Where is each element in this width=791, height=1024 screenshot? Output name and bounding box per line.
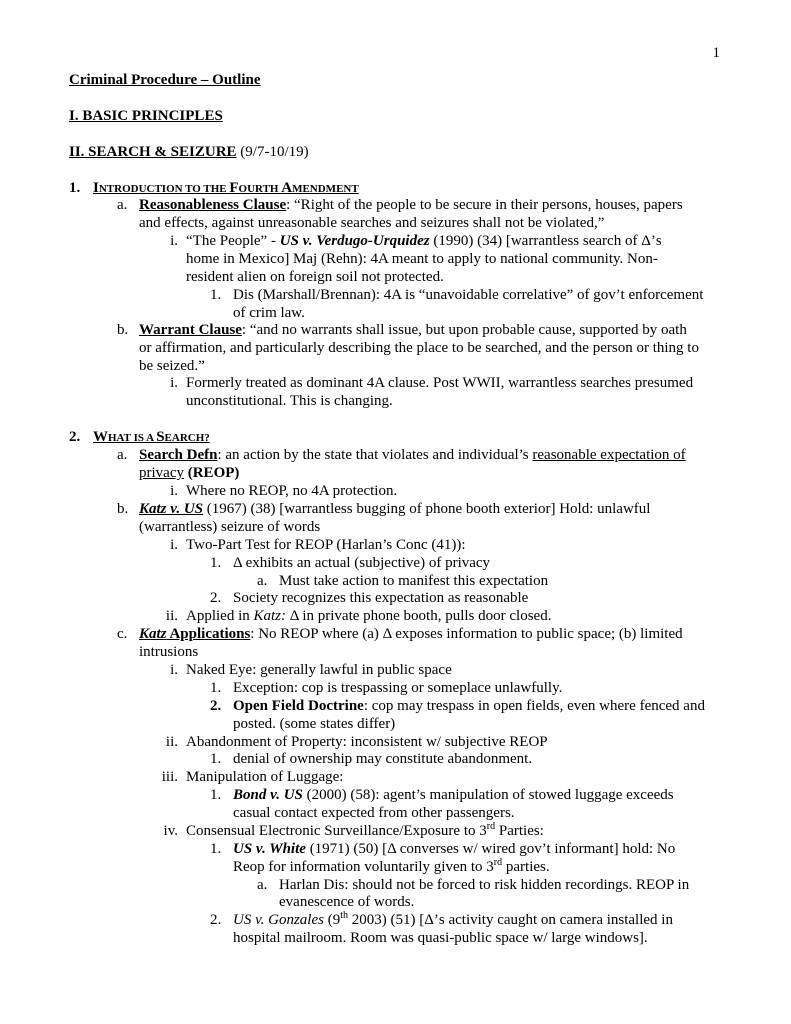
outline-item-luggage: Manipulation of Luggage:: [186, 769, 344, 785]
outline-item-bond: Bond v. US (2000) (58): agent’s manipulation of stowed luggage exceeds: [233, 787, 674, 803]
outline-marker: i.: [170, 233, 178, 249]
outline-item-reasonableness-clause: Reasonableness Clause: “Right of the people to be secure in their persons, houses, papers: [139, 197, 683, 213]
section-heading-2: 2. WHAT IS A SEARCH?: [69, 429, 210, 445]
outline-marker: i.: [170, 662, 178, 678]
outline-marker: 1.: [210, 841, 222, 857]
outline-item-naked-eye: Naked Eye: generally lawful in public space: [186, 662, 452, 678]
outline-item-text: and effects, against unreasonable searches and seizures shall not be violated,”: [139, 215, 605, 231]
outline-marker: iv.: [163, 823, 178, 839]
part-heading-search-seizure: II. SEARCH & SEIZURE (9/7-10/19): [69, 144, 309, 160]
outline-item-no-reop: Where no REOP, no 4A protection.: [186, 483, 398, 499]
outline-item-formerly-treated: Formerly treated as dominant 4A clause. Post WWII, warrantless searches presumed: [186, 375, 694, 391]
outline-item-text: unconstitutional. This is changing.: [186, 393, 393, 409]
outline-marker: 1.: [210, 751, 222, 767]
part-heading-basic-principles: I. BASIC PRINCIPLES: [69, 108, 223, 124]
outline-item-text: casual contact expected from other passengers.: [233, 805, 515, 821]
outline-item-text: resident alien on foreign soil not protected.: [186, 269, 444, 285]
outline-item-exception: Exception: cop is trespassing or someplace unlawfully.: [233, 680, 563, 696]
outline-marker: c.: [117, 626, 128, 642]
outline-item-katz-applications: Katz Applications: No REOP where (a) Δ exposes information to public space; (b) limited: [139, 626, 683, 642]
outline-marker: 2.: [210, 590, 222, 606]
outline-marker: iii.: [161, 769, 178, 785]
outline-marker: 2.: [210, 912, 222, 928]
outline-marker: 1.: [210, 787, 222, 803]
section-heading-1: 1. INTRODUCTION TO THE FOURTH AMENDMENT: [69, 180, 359, 196]
outline-item-text: or affirmation, and particularly describing the place to be searched, and the person or thing to: [139, 340, 699, 356]
outline-marker: ii.: [165, 608, 178, 624]
outline-marker: i.: [170, 483, 178, 499]
outline-item-search-defn: Search Defn: an action by the state that violates and individual’s reasonable expectation of: [139, 447, 686, 463]
outline-item-open-field: Open Field Doctrine: cop may trespass in open fields, even where fenced and: [233, 698, 705, 714]
outline-item-text: hospital mailroom. Room was quasi-public space w/ large windows].: [233, 930, 648, 946]
outline-marker: 2.: [210, 698, 222, 714]
outline-marker: i.: [170, 537, 178, 553]
outline-item-society: Society recognizes this expectation as reasonable: [233, 590, 529, 606]
outline-item-katz: Katz v. US (1967) (38) [warrantless bugging of phone booth exterior] Hold: unlawful: [139, 501, 651, 517]
outline-item-consensual: Consensual Electronic Surveillance/Exposure to 3rd Parties:: [186, 821, 544, 839]
outline-marker: b.: [117, 322, 129, 338]
outline-item-text: home in Mexico] Maj (Rehn): 4A meant to apply to national community. Non-: [186, 251, 658, 267]
outline-item-gonzales: US v. Gonzales (9th 2003) (51) [Δ’s activity caught on camera installed in: [233, 910, 673, 928]
outline-item-harlan-dis: Harlan Dis: should not be forced to risk hidden recordings. REOP in: [279, 877, 690, 893]
outline-item-text: be seized.”: [139, 358, 205, 374]
outline-item-subjective: Δ exhibits an actual (subjective) of privacy: [233, 555, 491, 571]
outline-item-manifest: Must take action to manifest this expectation: [279, 573, 549, 589]
outline-marker: i.: [170, 375, 178, 391]
outline-marker: b.: [117, 501, 129, 517]
outline-item-two-part-test: Two-Part Test for REOP (Harlan’s Conc (41)):: [186, 537, 466, 553]
document-title: Criminal Procedure – Outline: [69, 72, 261, 88]
outline-item-abandonment: Abandonment of Property: inconsistent w/ subjective REOP: [186, 734, 548, 750]
outline-item-text: posted. (some states differ): [233, 716, 396, 732]
outline-marker: a.: [117, 447, 128, 463]
outline-item-dissent: Dis (Marshall/Brennan): 4A is “unavoidable correlative” of gov’t enforcement: [233, 287, 704, 303]
outline-item-denial: denial of ownership may constitute abandonment.: [233, 751, 533, 767]
outline-item-text: privacy (REOP): [139, 465, 240, 481]
outline-marker: 1.: [210, 287, 222, 303]
outline-marker: a.: [257, 573, 268, 589]
outline-item-warrant-clause: Warrant Clause: “and no warrants shall issue, but upon probable cause, supported by oath: [139, 322, 687, 338]
outline-item-text: of crim law.: [233, 305, 305, 321]
outline-item-white: US v. White (1971) (50) [Δ converses w/ wired gov’t informant] hold: No: [233, 841, 676, 857]
outline-item-applied-katz: Applied in Katz: Δ in private phone booth, pulls door closed.: [186, 608, 552, 624]
outline-marker: 1.: [210, 680, 222, 696]
page-number: 1: [712, 45, 720, 61]
outline-marker: a.: [117, 197, 128, 213]
outline-item-text: Reop for information voluntarily given to 3rd parties.: [233, 857, 550, 875]
outline-item-text: (warrantless) seizure of words: [139, 519, 321, 535]
outline-marker: ii.: [165, 734, 178, 750]
outline-item-text: evanescence of words.: [279, 894, 415, 910]
outline-item-text: intrusions: [139, 644, 199, 660]
outline-item-the-people: “The People” - US v. Verdugo-Urquidez (1990) (34) [warrantless search of Δ’s: [186, 233, 662, 249]
outline-marker: a.: [257, 877, 268, 893]
outline-marker: 1.: [210, 555, 222, 571]
